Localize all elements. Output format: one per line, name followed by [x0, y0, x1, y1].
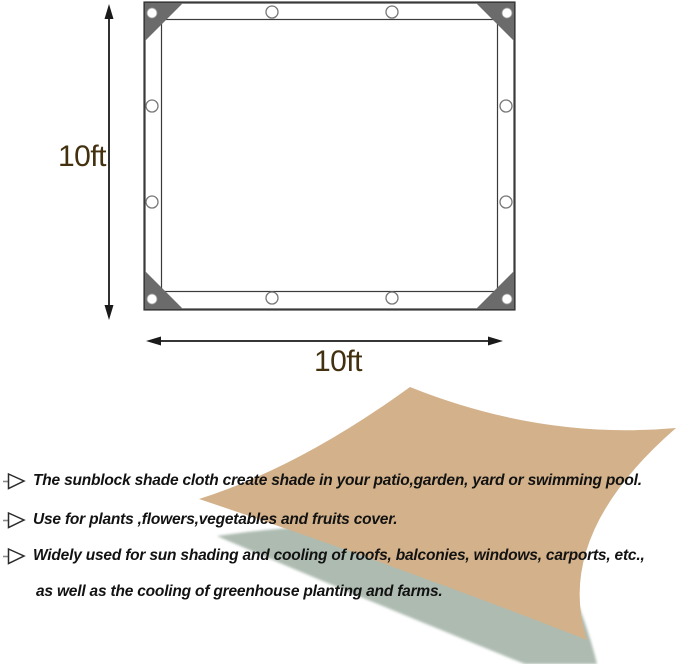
grommet-icon: [146, 100, 158, 112]
grommet-icon: [502, 294, 512, 304]
feature-text: Widely used for sun shading and cooling of roofs, balconies, windows, carports, etc.,: [33, 547, 645, 564]
grommet-icon: [266, 6, 278, 18]
grommet-icon: [146, 196, 158, 208]
feature-text: as well as the cooling of greenhouse planting and farms.: [36, 583, 443, 600]
grommet-icon: [147, 294, 157, 304]
arrowhead-bullet-icon: [3, 471, 27, 491]
grommet-icon: [386, 6, 398, 18]
feature-text: The sunblock shade cloth create shade in your patio,garden, yard or swimming pool.: [33, 472, 642, 489]
feature-bullet-continuation: [36, 581, 443, 603]
feature-bullet: [3, 470, 642, 492]
grommet-icon: [500, 100, 512, 112]
grommet-icon: [147, 8, 157, 18]
feature-bullet: [3, 509, 397, 531]
feature-bullet: [3, 545, 645, 567]
width-dimension-label: 10ft: [313, 345, 363, 378]
feature-text: Use for plants ,flowers,vegetables and fruits cover.: [33, 511, 398, 528]
grommet-icon: [500, 196, 512, 208]
grommet-icon: [386, 292, 398, 304]
grommet-icon: [502, 8, 512, 18]
arrowhead-bullet-icon: [3, 546, 27, 566]
height-dimension-label: 10ft: [57, 140, 107, 173]
tarp-outline: [145, 3, 515, 310]
grommet-icon: [266, 292, 278, 304]
arrowhead-bullet-icon: [3, 510, 27, 530]
tarp-diagram: [145, 3, 515, 310]
